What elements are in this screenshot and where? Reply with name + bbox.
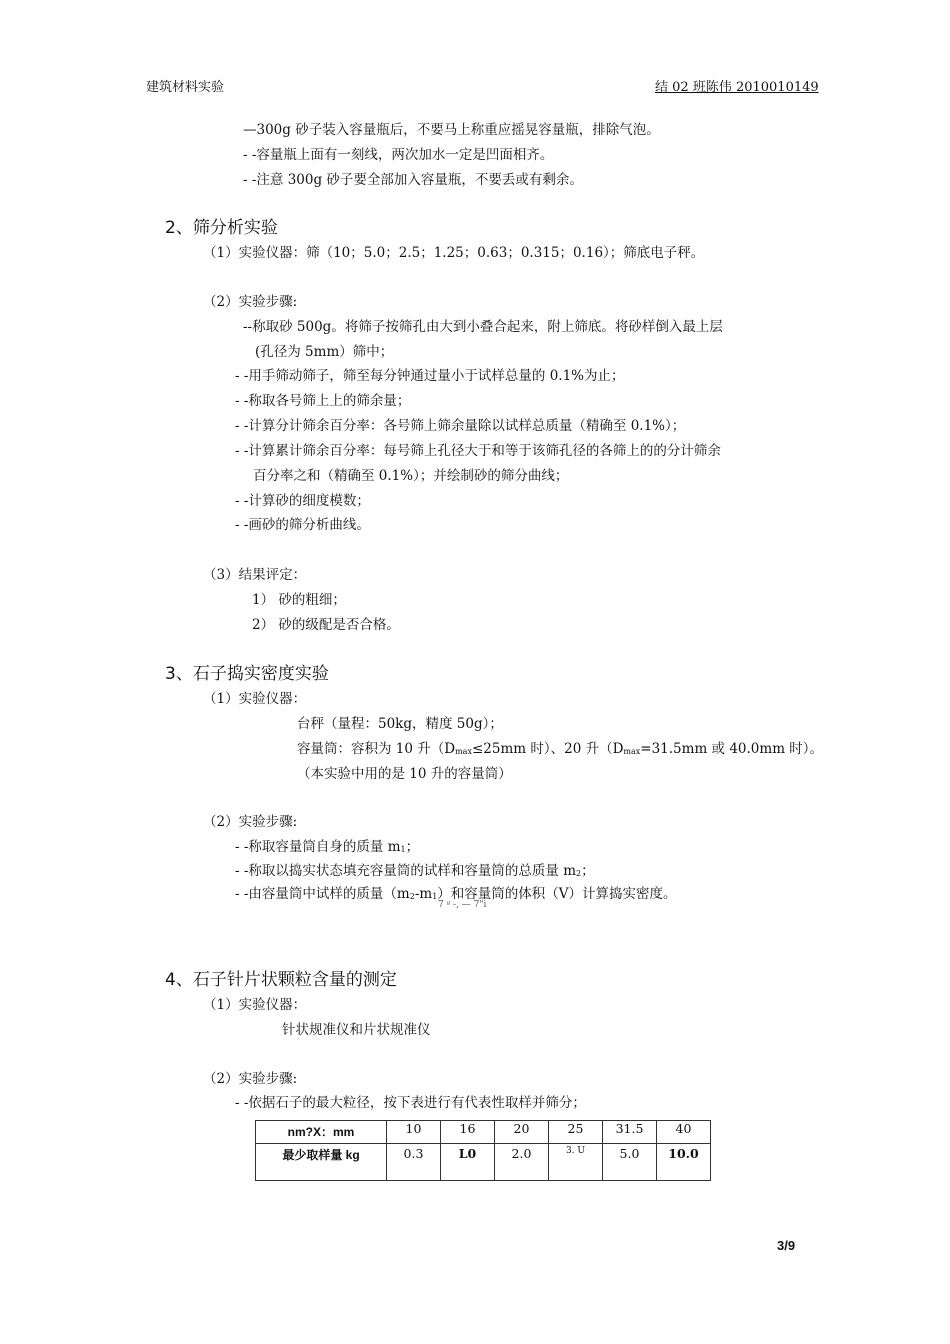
table-cell: 2.0: [495, 1144, 549, 1181]
s2-result-2: 2） 砂的级配是否合格。: [252, 617, 400, 633]
page-number: 3/9: [777, 1238, 796, 1253]
table-header-cell: nm?X：mm: [256, 1121, 387, 1144]
s3-inst-3: （本实验中用的是 10 升的容量筒）: [297, 766, 512, 782]
sampling-table: [255, 1120, 711, 1181]
s2-instruments: （1）实验仪器：筛（10；5.0；2.5；1.25；0.63；0.315；0.16）；筛底电子秤。: [203, 245, 705, 261]
s4-step-1: - -依据石子的最大粒径，按下表进行有代表性取样并筛分；: [235, 1095, 586, 1111]
s2-step-4: - -计算分计筛余百分率：各号筛上筛余量除以试样总质量（精确至 0.1%）；: [235, 418, 686, 434]
table-cell: L0: [441, 1144, 495, 1181]
s3-step-1: - -称取容量筒自身的质量 m1；: [235, 839, 420, 855]
s2-step-6: - -计算砂的细度模数；: [235, 493, 370, 509]
s2-step-5: - -计算累计筛余百分率：每号筛上孔径大于和等于该筛孔径的各筛上的的分计筛余: [235, 443, 721, 459]
s3-inst-1: 台秤（量程：50kg，精度 50g）；: [297, 716, 503, 732]
table-cell: 5.0: [603, 1144, 657, 1181]
table-cell: 0.3: [387, 1144, 441, 1181]
s3-steps-title: （2）实验步骤:: [203, 814, 298, 830]
s2-step-3: - -称取各号筛上上的筛余量；: [235, 393, 411, 409]
section-2-title: 2、筛分析实验: [165, 218, 278, 238]
table-row: [256, 1121, 711, 1144]
s2-step-1: --称取砂 500g。将筛子按筛孔由大到小叠合起来，附上筛底。将砂样倒入最上层: [243, 319, 723, 335]
s2-step-1-cont: (孔径为 5mm）筛中；: [255, 344, 394, 360]
s3-inst-2: 容量筒：容积为 10 升（Dmax≤25mm 时）、20 升（Dmax=31.5mm 或 40.0mm 时）。: [297, 741, 824, 757]
s1-line-2: - -容量瓶上面有一刻线，两次加水一定是凹面相齐。: [243, 147, 554, 163]
section-4-title: 4、石子针片状颗粒含量的测定: [165, 970, 397, 990]
s4-steps-title: （2）实验步骤:: [203, 1071, 298, 1087]
table-cell: 10.0: [657, 1144, 711, 1181]
header-right: 结 02 班陈伟 2010010149: [655, 80, 819, 95]
s3-step-2: - -称取以捣实状态填充容量筒的试样和容量筒的总质量 m2；: [235, 863, 595, 879]
s4-instruments-title: （1）实验仪器：: [203, 997, 307, 1013]
s4-inst-1: 针状规准仪和片状规准仪: [282, 1022, 431, 1038]
table-cell: 40: [657, 1121, 711, 1144]
s1-line-1: —300g 砂子装入容量瓶后，不要马上称重应摇晃容量瓶，排除气泡。: [243, 122, 660, 138]
s3-step-3: - -由容量筒中试样的质量（m2-m1）和容量筒的体积（V）计算捣实密度。: [235, 886, 677, 902]
s2-step-2: - -用手筛动筛子，筛至每分钟通过量小于试样总量的 0.1%为止；: [235, 368, 625, 384]
table-cell: 16: [441, 1121, 495, 1144]
s2-step-7: - -画砂的筛分析曲线。: [235, 517, 370, 533]
table-cell: 10: [387, 1121, 441, 1144]
formula-note: 7 ᵍ -, — 7"i: [438, 900, 487, 910]
header-left: 建筑材料实验: [146, 80, 225, 95]
s2-result-title: （3）结果评定：: [203, 567, 307, 583]
s2-step-5-cont: 百分率之和（精确至 0.1%）；并绘制砂的筛分曲线；: [253, 468, 569, 484]
table-cell: 3. U: [549, 1144, 603, 1181]
s2-result-1: 1） 砂的粗细；: [252, 592, 346, 608]
s3-instruments-title: （1）实验仪器：: [203, 691, 307, 707]
table-header-cell: 最少取样量 kg: [256, 1144, 387, 1181]
s2-steps-title: （2）实验步骤:: [203, 294, 298, 310]
table-cell: 31.5: [603, 1121, 657, 1144]
s1-line-3: - -注意 300g 砂子要全部加入容量瓶，不要丢或有剩余。: [243, 172, 583, 188]
table-cell: 20: [495, 1121, 549, 1144]
section-3-title: 3、石子捣实密度实验: [165, 664, 329, 684]
table-cell: 25: [549, 1121, 603, 1144]
table-row: [256, 1144, 711, 1181]
